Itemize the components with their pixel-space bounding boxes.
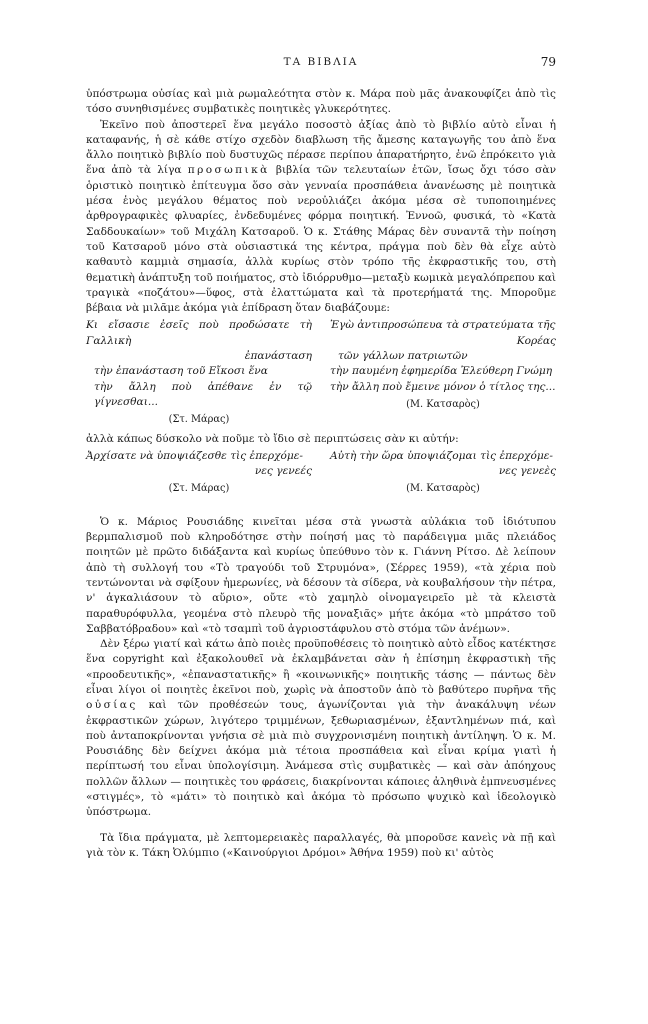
poem-line: τὴν ἄλλη ποὺ ἔμεινε μόνον ὁ τίτλος της... [330, 380, 556, 393]
paragraph-2-text-b: βιβλία τῶν τελευταίων ἐτῶν, ἴσως ὄχι τόσο σὰν ὁριστικὸ ποιητικὸ ἐπίτευγμα ὅσο σὰν γενναία προσπάθεια ἀνανέωσης μὲ ποιητικὰ μέσα ἑνὸς μεγάλου θέματος ποὺ νεροὐλιάζει ἀκόμα μέσα σὲ τυποποιημένες ἀρθρογραφικὲς φλυαρίες, ἐνδεδυμένες φόρμα ποιητική. Ἐννοῶ, φυσικά, τὸ «Κατὰ Σαδδουκαίων» τοῦ Μιχάλη Κατσαροῦ. Ὁ κ. Στάθης Μάρας δὲν συναντᾶ τὴν ποίηση τοῦ Κατσαροῦ μόνο στὰ οὐσιαστικά της κέντρα, πράγμα ποὺ δὲν θὰ εἶχε αὐτὸ καθαυτὸ καμμιὰ σημασία, ἀλλὰ κυρίως στὸν τρόπο τῆς ἐκφραστικῆς του, στὴ θεματικὴ ἀνάπτυξη τοῦ ποιήματος, στὸ ἰδιόρρυθμο—μεταξὺ κωμικὰ μεγαλόπρεπου καὶ τραγικὰ «ποζάτου»—ὕφος, στὰ ἐλαττώματα καὶ τὰ προτερήματά της. Μποροῦμε βέβαια νὰ μιλᾶμε ἀκόμα γιὰ ἐπίδραση ὅταν διαβάζουμε: [86, 164, 557, 315]
poem-line: τὴν παυμένη ἐφημερίδα Ἐλεύθερη Γνώμη [330, 365, 553, 378]
poem-comparison-2 [86, 449, 556, 497]
poem-line: ἐπανάσταση [244, 350, 312, 363]
paragraph-2-text-a: Ἐκεῖνο ποὺ ἀποστερεῖ ἕνα μεγάλο ποσοστὸ ἀξίας ἀπὸ τὸ βιβλίο αὐτὸ εἶναι ἡ καταφανής, ἡ σὲ κάθε στίχο σχεδὸν διαβλωση τῆς ἄμεσης καταγωγῆς του ἀπὸ ἕνα ἄλλο ποιητικὸ βιβλίο ποὺ δυστυχῶς πέρασε περίπου ἀπαρατήρητο, ἐνῶ ἐπρόκειτο γιὰ ἕνα ἀπὸ τὰ λίγα [86, 118, 556, 177]
poem-attribution: (Στ. Μάρας) [168, 414, 230, 426]
poem-line: νες γενεές [254, 465, 312, 478]
paragraph-5-text-a: Δὲν ξέρω γιατί καὶ κάτω ἀπὸ ποιὲς προϋποθέσεις τὸ ποιητικὸ αὐτὸ εἶδος κατέκτησε ἕνα copyright καὶ ἐξακολουθεῖ νὰ ἐκλαμβάνεται σὰν ἡ ἐπίσημη ἐκφραστικὴ τῆς «προοδευτικῆς», «ἐπαναστατικῆς» ἢ «κοινωνικῆς» ποιητικῆς τάσης — πάντως δὲν εἶναι λίγοι οἱ ποιητὲς ἐκεῖνοι ποὺ, χωρὶς νὰ ἀποστοῦν ἀπὸ τὸ βαθύτερο πυρῆνα τῆς [86, 638, 556, 696]
page-number: 79 [540, 55, 556, 69]
poem-right-column [330, 318, 556, 427]
poem-line: τὴν ἐπανάσταση τοῦ Εἴκοσι ἕνα [94, 365, 268, 378]
paragraph-5 [86, 637, 556, 821]
poem-line: τὴν ἄλλη ποὺ ἀπέθανε ἐν τῷ γίγνεσθαι... [94, 380, 312, 408]
poem-left-column [86, 318, 312, 427]
poem-line: Κορέας [516, 334, 556, 347]
paragraph-3: ἀλλὰ κάπως δύσκολο νὰ ποῦμε τὸ ἴδιο σὲ περιπτώσεις σὰν κι αὐτήν: [86, 432, 459, 445]
running-header [86, 56, 556, 72]
poem-left-column [86, 449, 312, 497]
poem-line: τῶν γάλλων πατριωτῶν [338, 350, 468, 363]
emphasized-word: προσωπικὰ [187, 164, 270, 177]
paragraph-6: Τὰ ἴδια πράγματα, μὲ λεπτομερειακὲς παραλλαγές, θὰ μποροῦσε κανεὶς νὰ πῇ καὶ γιὰ τὸν κ. Τάκη Ὀλύμπιο («Καινούργιοι Δρόμοι» Ἀθήνα 1959) ποὺ κι' αὐτὸς [86, 831, 556, 859]
poem-line: Ἀρχίσατε νὰ ὑποψιάζεσθε τὶς ἐπερχόμε- [86, 449, 304, 462]
paragraph-4: Ὁ κ. Μάριος Ρουσιάδης κινεῖται μέσα στὰ γνωστὰ αὐλάκια τοῦ ἰδιότυπου βερμπαλισμοῦ ποὺ κληροδότησε στὴν ποίησή μας τὸ παράδειγμα μιᾶς πλειάδος ποιητῶν μὲ πρῶτο διδάξαντα καὶ κυρίως ὑπεύθυνο τὸν κ. Γιάννη Ρίτσο. Δὲ λείπουν ἀπὸ τὴ συλλογή του «Τὸ τραγούδι τοῦ Στρυμόνα», (Σέρρες 1959), «τὰ χέρια ποὺ τεντώνονται νὰ σφίξουν ἡμερωνίες, νὰ δέσουν τὰ σίδερα, νὰ κουβαλήσουν τὴν πέτρα, ν' ἀγκαλιάσουν τὸ αὔριο», οὔτε «τὸ χαμηλὸ οἰνομαγειρεῖο μὲ τὰ κλειστὰ παραθυρόφυλλα, γεομένα στὸ πλευρὸ τῆς μοναξιᾶς» μήτε ἀκόμα «τὸ μπράτσο τοῦ Σαββατόβραδου» καὶ «τὸ τσαμπὶ τοῦ ἀγριοστάφυλου στὸ στόμα τῶν ἀνέμων». [86, 515, 556, 635]
poem-line: νες γενεὲς [498, 465, 556, 478]
paragraph-2 [86, 118, 556, 317]
poem-attribution: (Μ. Κατσαρὸς) [406, 398, 480, 410]
poem-right-column [330, 449, 556, 497]
article-body [86, 87, 556, 861]
emphasized-word: οὐσίας [86, 699, 138, 712]
poem-attribution: (Μ. Κατσαρὸς) [406, 483, 480, 495]
poem-comparison-1 [86, 318, 556, 427]
paragraph-5-text-b: καὶ τῶν προθέσεών τους, ἀγωνίζονται γιὰ τὴν ἀνακάλυψη νέων ἐκφραστικῶν χώρων, λιγότερο τριμμένων, ξεθωριασμένων, ἐξαντλημένων πιά, καὶ ποὺ ἀνταποκρίνονται γνήσια σὲ μιὰ πιὸ συγχρονισμένη ποιητικὴ ἀντίληψη. Ὁ κ. Μ. Ρουσιάδης δὲν δείχνει ἀκόμα μιὰ τέτοια προσπάθεια καὶ εἶναι κρίμα γιατὶ ἡ περίπτωσή του εἶναι ὑπολογίσιμη. Ἀνάμεσα στὶς συμβατικὲς — καὶ σὰν ἀπόηχους πολλῶν ἄλλων — ποιητικὲς του φράσεις, διακρίνονται κάποιες ἀληθινὰ ἐμπνευσμένες «στιγμές», τὸ «μάτι» τὸ ποιητικὸ καὶ ἀκόμα τὸ πρόσωπο ψυχικὸ καὶ ἰδεολογικὸ ὑπόστρωμα. [86, 699, 556, 819]
poem-line: Ἐγὼ ἀντιπροσώπευα τὰ στρατεύματα τῆς [330, 319, 556, 332]
poem-attribution: (Στ. Μάρας) [168, 483, 230, 495]
paragraph-1: ὑπόστρωμα οὐσίας καὶ μιὰ ρωμαλεότητα στὸν κ. Μάρα ποὺ μᾶς ἀνακουφίζει ἀπὸ τὶς τόσο συνηθισμένες συμβατικὲς ποιητικὲς γλυκερότητες. [86, 88, 556, 116]
poem-line: Κι εἴσασιε ἐσεῖς ποὺ προδώσατε τὴ Γαλλικὴ [86, 319, 312, 347]
section-title: ΤΑ ΒΙΒΛΙΑ [283, 56, 359, 68]
poem-line: Αὐτὴ τὴν ὥρα ὑποψιάζομαι τὶς ἐπερχόμε- [330, 449, 553, 462]
